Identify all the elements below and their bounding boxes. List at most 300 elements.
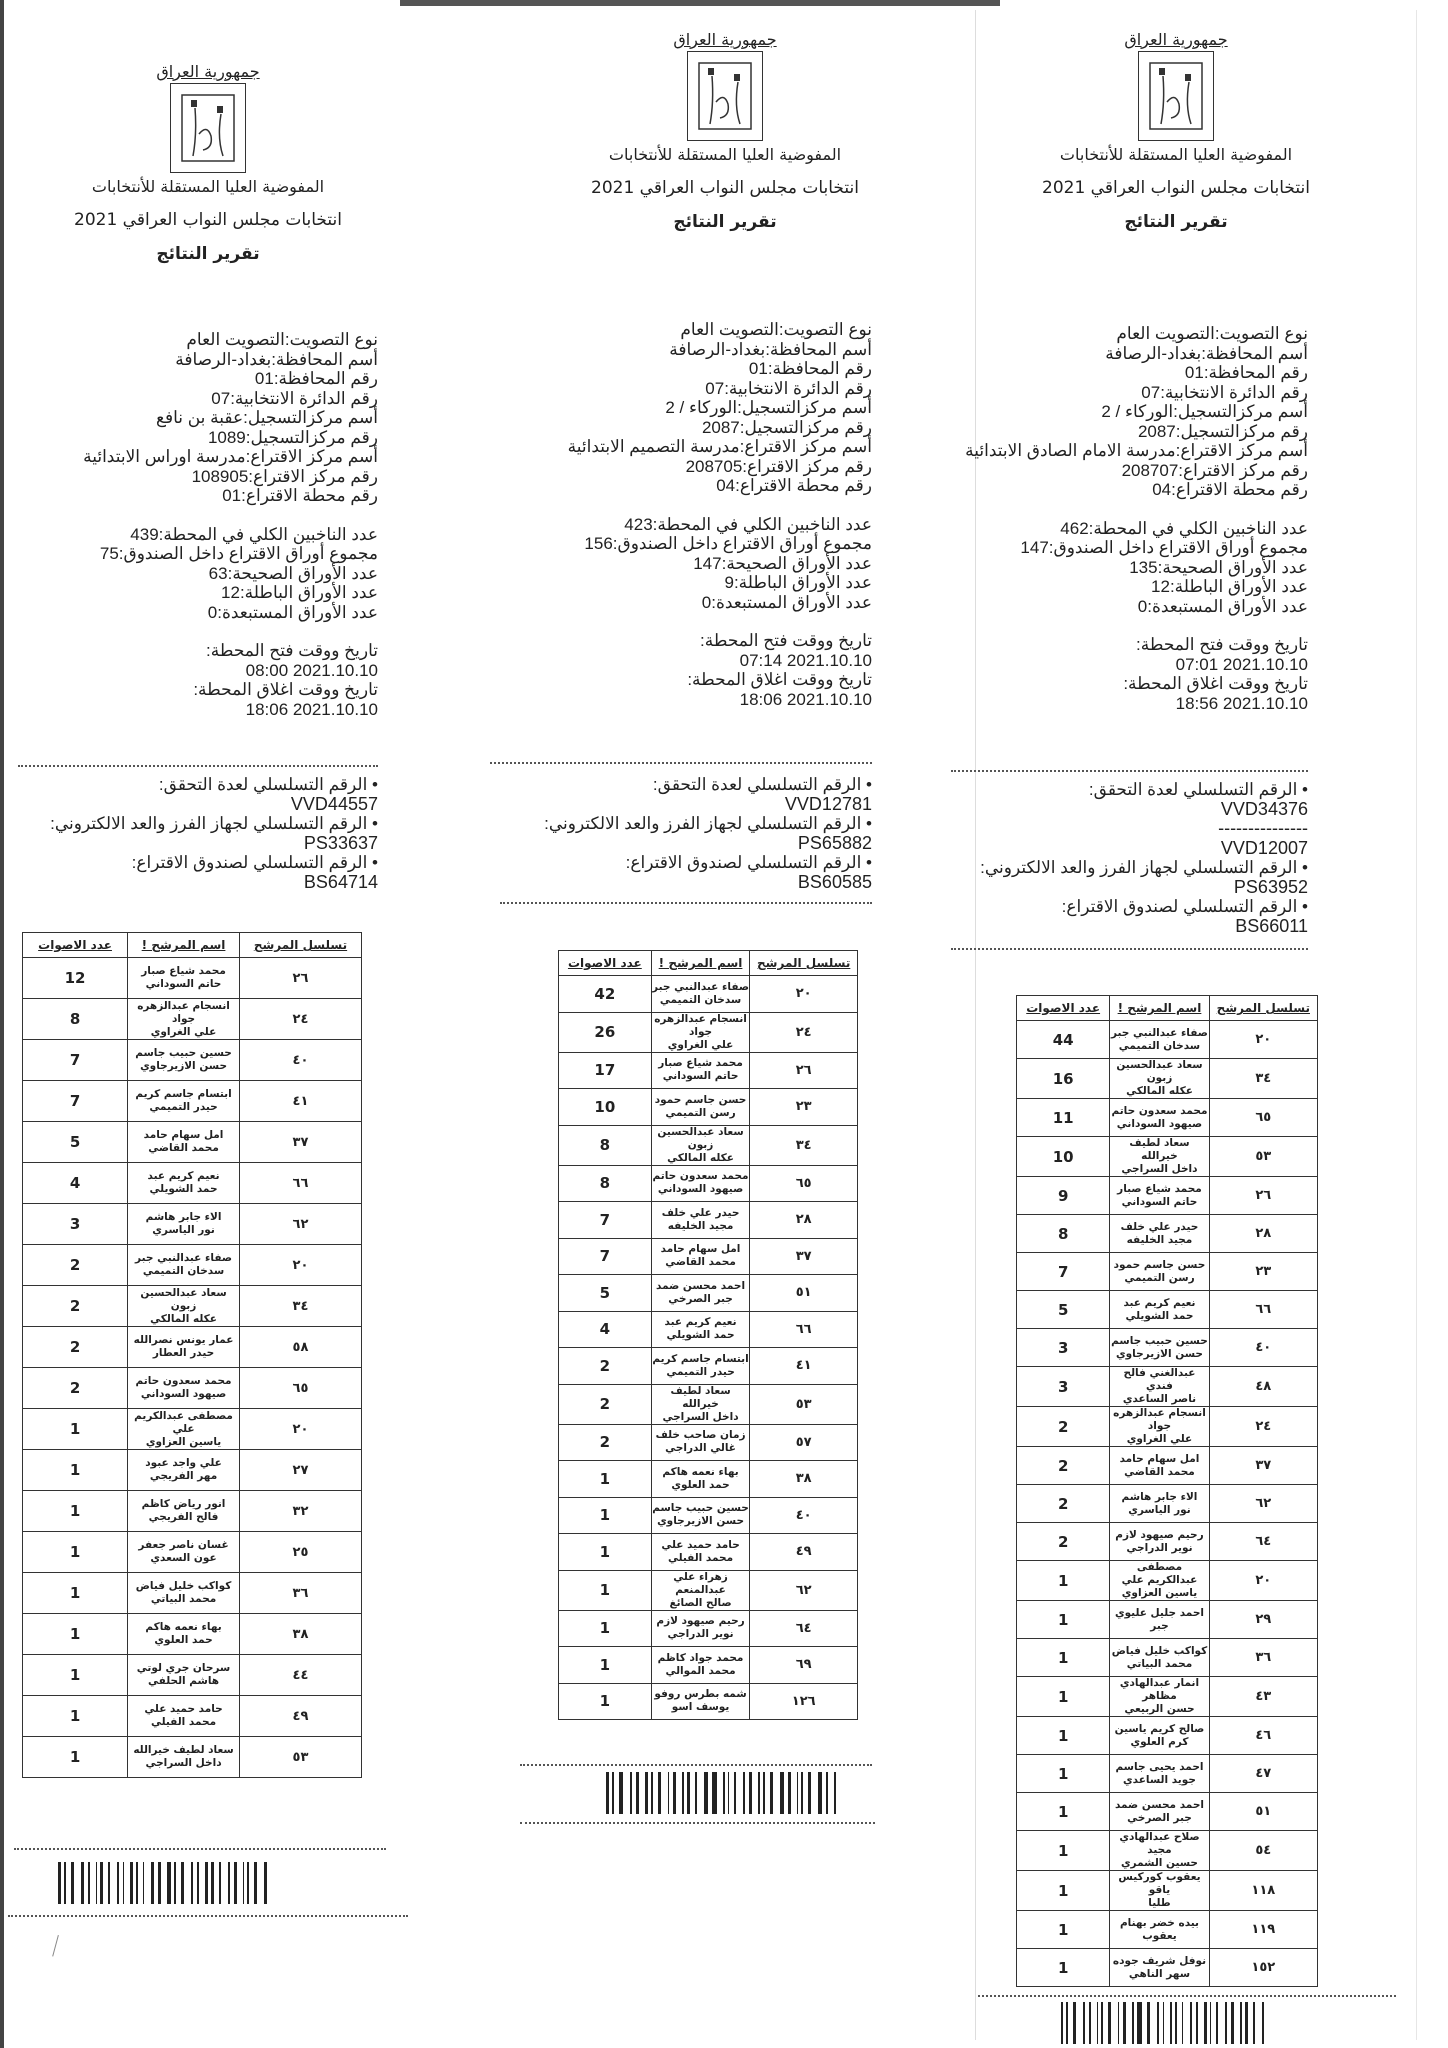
table-row	[559, 1497, 858, 1534]
header-seq: تسلسل المرشح	[1209, 996, 1317, 1021]
candidate-seq: ٣٦	[1209, 1639, 1317, 1677]
candidate-name: حسين حبيب جاسم حسن الازيرجاوي	[1110, 1329, 1209, 1367]
candidate-name: سعاد لطيف خيرالله داخل السراجي	[128, 1737, 240, 1778]
candidate-seq: ٦٦	[1209, 1291, 1317, 1329]
barcode-bar	[687, 1772, 690, 1814]
candidate-seq: ٢٣	[750, 1089, 858, 1126]
vote-count: 1	[23, 1409, 128, 1450]
vote-count: 7	[23, 1040, 128, 1081]
candidate-seq: ٤٣	[1209, 1677, 1317, 1717]
vote-count: 2	[559, 1384, 652, 1424]
candidate-seq: ٥٤	[1209, 1831, 1317, 1871]
report-title: تقرير النتائج	[673, 212, 777, 232]
barcode-bar	[668, 1772, 669, 1814]
vote-count: 8	[23, 999, 128, 1040]
candidate-name: حامد حميد علي محمد الفيلي	[128, 1696, 240, 1737]
barcode-bar	[191, 1862, 193, 1904]
open-time: 2021.10.10 07:01	[1175, 654, 1308, 674]
vote-count: 3	[1017, 1367, 1110, 1407]
results-table	[1016, 995, 1318, 1987]
vote-count: 10	[559, 1089, 652, 1126]
serial-divider: ---------------	[1218, 818, 1308, 838]
barcode-bar	[219, 1862, 221, 1904]
vote-count: 26	[559, 1012, 652, 1052]
barcode-bar	[1190, 2002, 1192, 2044]
barcode-bar	[1262, 2002, 1264, 2044]
stat-line: عدد الأوراق المستبعدة:0	[1137, 596, 1308, 616]
barcode-bar	[1225, 2002, 1227, 2044]
commission-name: المفوضية العليا المستقلة للأنتخابات	[91, 177, 325, 196]
candidate-name: امل سهام حامد محمد القاضي	[128, 1122, 240, 1163]
candidate-name: صفاء عبدالنبي جبر سدخان التميمي	[128, 1245, 240, 1286]
table-row	[559, 1384, 858, 1424]
table-row	[1017, 1059, 1318, 1099]
barcode-bar	[704, 1772, 708, 1814]
barcode-bar	[130, 1862, 133, 1904]
vote-count: 1	[559, 1647, 652, 1684]
serial-value: PS33637	[303, 832, 378, 853]
barcode-bar	[205, 1862, 208, 1904]
candidate-seq: ٤٠	[1209, 1329, 1317, 1367]
candidate-name: صلاح عبدالهادي مجيد حسين الشمري	[1110, 1831, 1209, 1871]
country-name: جمهورية العراق	[1124, 30, 1228, 49]
results-table	[22, 932, 362, 1778]
table-row	[1017, 1911, 1318, 1949]
table-row	[1017, 1021, 1318, 1059]
candidate-seq: ٢٣	[1209, 1253, 1317, 1291]
vote-count: 1	[1017, 1949, 1110, 1987]
table-row	[23, 1286, 362, 1327]
table-row	[559, 1610, 858, 1647]
candidate-name: زهراء علي عبدالمنعم صالح الصائغ	[651, 1570, 750, 1610]
info-line: رقم مركز الاقتراع:208707	[1121, 460, 1308, 480]
candidate-name: سعاد لطيف خيرالله داخل السراجي	[1110, 1137, 1209, 1177]
vote-count: 2	[1017, 1447, 1110, 1485]
info-line: أسم مركز الاقتراع:مدرسة التصميم الابتدائية	[567, 437, 872, 456]
candidate-seq: ٢٨	[1209, 1215, 1317, 1253]
barcode-bar	[834, 1772, 836, 1814]
candidate-seq: ٣٧	[1209, 1447, 1317, 1485]
barcode-bar	[151, 1862, 154, 1904]
barcode-bar	[788, 1772, 791, 1814]
info-line: أسم مركزالتسجيل:الوركاء / 2	[1101, 402, 1308, 421]
serial-numbers	[980, 780, 1308, 936]
vote-count: 1	[559, 1610, 652, 1647]
barcode-bar	[1137, 2002, 1142, 2044]
barcode-bar	[606, 1772, 609, 1814]
table-row	[1017, 1137, 1318, 1177]
candidate-seq: ٥١	[750, 1275, 858, 1312]
barcode-bar	[1182, 2002, 1183, 2044]
candidate-seq: ٣٤	[750, 1125, 858, 1165]
station-info	[568, 320, 872, 709]
barcode-bar	[264, 1862, 267, 1904]
barcode-bar	[612, 1772, 614, 1814]
candidate-name: انور رياض كاظم فالح الفريجي	[128, 1491, 240, 1532]
vote-count: 17	[559, 1052, 652, 1089]
candidate-seq: ٢٦	[750, 1052, 858, 1089]
info-line: أسم المحافظة:بغداد-الرصافة	[175, 349, 378, 369]
candidate-seq: ٦٥	[750, 1165, 858, 1202]
candidate-seq: ٤٤	[239, 1655, 361, 1696]
table-row	[23, 1081, 362, 1122]
barcode-bar	[1097, 2002, 1098, 2044]
vote-count: 7	[559, 1202, 652, 1239]
candidate-name: سعاد عبدالحسين زبون عكله المالكي	[128, 1286, 240, 1327]
dotted-separator	[8, 1915, 408, 1917]
table-row	[559, 1238, 858, 1275]
barcode-bar	[630, 1772, 632, 1814]
serial-value: PS63952	[1233, 876, 1308, 897]
table-row	[1017, 1717, 1318, 1755]
ihec-logo	[687, 51, 763, 141]
table-row	[559, 1311, 858, 1348]
candidate-name: محمد شياع صبار حاتم السوداني	[1110, 1177, 1209, 1215]
vote-count: 5	[23, 1122, 128, 1163]
barcode-bar	[651, 1772, 653, 1814]
vote-count: 2	[23, 1245, 128, 1286]
candidate-seq: ٥٧	[750, 1424, 858, 1461]
candidate-seq: ٢٥	[239, 1532, 361, 1573]
vote-count: 1	[559, 1497, 652, 1534]
vote-count: 8	[559, 1165, 652, 1202]
candidate-seq: ٢٤	[750, 1012, 858, 1052]
candidate-name: سرحان جري لوتي هاشم الحلفي	[128, 1655, 240, 1696]
info-line: رقم محطة الاقتراع:01	[222, 486, 378, 505]
open-label: تاريخ ووقت فتح المحطة:	[206, 641, 378, 660]
info-line: نوع التصويت:التصويت العام	[680, 320, 872, 339]
candidate-seq: ٢٦	[1209, 1177, 1317, 1215]
barcode-bar	[1108, 2002, 1111, 2044]
candidate-name: مصطفى عبدالكريم علي ياسين العزاوي	[128, 1409, 240, 1450]
barcode-bar	[808, 1772, 811, 1814]
table-row	[1017, 1485, 1318, 1523]
candidate-name: محمد سعدون حاتم صيهود السوداني	[651, 1165, 750, 1202]
vote-count: 8	[1017, 1215, 1110, 1253]
table-row	[559, 1052, 858, 1089]
table-row	[1017, 1367, 1318, 1407]
barcode-bar	[763, 1772, 765, 1814]
header-name: اسم المرشح !	[651, 951, 750, 976]
stat-line: عدد الأوراق المستبعدة:0	[701, 592, 872, 612]
serial-value: VVD12781	[784, 793, 872, 814]
barcode-bar	[1101, 2002, 1103, 2044]
table-row	[23, 1409, 362, 1450]
table-row	[1017, 1253, 1318, 1291]
table-row	[1017, 1831, 1318, 1871]
candidate-seq: ٤٠	[239, 1040, 361, 1081]
vote-count: 1	[23, 1614, 128, 1655]
candidate-seq: ٣٧	[750, 1238, 858, 1275]
header-seq: تسلسل المرشح	[750, 951, 858, 976]
barcode-bar	[1147, 2002, 1150, 2044]
table-row	[559, 1348, 858, 1385]
country-name: جمهورية العراق	[673, 30, 777, 49]
info-line: أسم مركزالتسجيل:الوركاء / 2	[665, 398, 872, 417]
table-row	[23, 1655, 362, 1696]
vote-count: 1	[1017, 1871, 1110, 1911]
vote-count: 1	[1017, 1755, 1110, 1793]
vote-count: 42	[559, 976, 652, 1013]
vote-count: 1	[1017, 1911, 1110, 1949]
vote-count: 1	[23, 1737, 128, 1778]
candidate-seq: ٣٤	[239, 1286, 361, 1327]
barcode	[58, 1862, 271, 1904]
candidate-seq: ٢٤	[1209, 1407, 1317, 1447]
barcode-bar	[749, 1772, 752, 1814]
candidate-seq: ٣٨	[750, 1461, 858, 1498]
station-info	[965, 324, 1308, 713]
info-line: أسم مركز الاقتراع:مدرسة اوراس الابتدائية	[83, 447, 378, 466]
vote-count: 2	[1017, 1407, 1110, 1447]
vote-count: 8	[559, 1125, 652, 1165]
table-row	[559, 1461, 858, 1498]
candidate-name: ابتسام جاسم كريم حيدر التميمي	[128, 1081, 240, 1122]
candidate-name: رحيم صيهود لازم نوير الدراجي	[1110, 1523, 1209, 1561]
table-row	[23, 1122, 362, 1163]
table-row	[23, 999, 362, 1040]
candidate-name: صفاء عبدالنبي جبر سدخان التميمي	[651, 976, 750, 1013]
stat-line: مجموع أوراق الاقتراع داخل الصندوق:147	[1020, 538, 1308, 557]
stat-line: مجموع أوراق الاقتراع داخل الصندوق:75	[99, 544, 378, 563]
vote-count: 1	[23, 1450, 128, 1491]
barcode-bar	[780, 1772, 784, 1814]
serial-numbers	[50, 775, 378, 892]
dotted-separator	[490, 762, 872, 764]
candidate-name: سعاد لطيف خيرالله داخل السراجي	[651, 1384, 750, 1424]
barcode	[606, 1772, 839, 1814]
serial-value: BS64714	[303, 871, 378, 892]
stat-line: عدد الأوراق الصحيحة:147	[693, 553, 872, 573]
table-row	[559, 1165, 858, 1202]
candidate-name: انسجام عبدالزهره جواد علي الغراوي	[651, 1012, 750, 1052]
candidate-seq: ١٢٦	[750, 1683, 858, 1720]
dotted-separator	[951, 770, 1308, 772]
dotted-separator	[18, 765, 378, 767]
barcode-bar	[1216, 2002, 1218, 2044]
scan-edge-left	[0, 0, 4, 2048]
open-label: تاريخ ووقت فتح المحطة:	[700, 631, 872, 650]
candidate-name: محمد جواد كاظم محمد الموالي	[651, 1647, 750, 1684]
info-line: رقم المحافظة:01	[254, 369, 378, 388]
table-row	[559, 1570, 858, 1610]
barcode-bar	[228, 1862, 230, 1904]
barcode-bar	[1245, 2002, 1248, 2044]
candidate-seq: ١٥٢	[1209, 1949, 1317, 1987]
barcode-bar	[682, 1772, 684, 1814]
candidate-seq: ٣٢	[239, 1491, 361, 1532]
info-line: رقم محطة الاقتراع:04	[1152, 480, 1308, 499]
table-row	[1017, 1793, 1318, 1831]
candidate-seq: ٣٨	[239, 1614, 361, 1655]
candidate-seq: ٢٧	[239, 1450, 361, 1491]
close-time: 2021.10.10 18:06	[245, 699, 378, 719]
stat-line: عدد الأوراق الباطلة:12	[1151, 577, 1308, 596]
table-row	[1017, 1291, 1318, 1329]
vote-count: 1	[1017, 1831, 1110, 1871]
barcode-bar	[1073, 2002, 1076, 2044]
close-time: 2021.10.10 18:56	[1175, 693, 1308, 713]
table-row	[1017, 1639, 1318, 1677]
candidate-seq: ٤١	[239, 1081, 361, 1122]
candidate-name: حيدر علي خلف مجيد الخليفه	[651, 1202, 750, 1239]
vote-count: 2	[1017, 1485, 1110, 1523]
table-row	[559, 1125, 858, 1165]
barcode-bar	[143, 1862, 144, 1904]
table-row	[23, 958, 362, 999]
candidate-seq: ١١٩	[1209, 1911, 1317, 1949]
commission-name: المفوضية العليا المستقلة للأنتخابات	[1059, 145, 1293, 164]
table-row	[1017, 1329, 1318, 1367]
candidate-seq: ٢٠	[750, 976, 858, 1013]
barcode-bar	[1083, 2002, 1085, 2044]
info-line: رقم مركزالتسجيل:2087	[701, 417, 872, 437]
results-table	[558, 950, 858, 1720]
candidate-name: احمد محسن ضمد جبر الصرخي	[651, 1275, 750, 1312]
pen-mark	[52, 1935, 61, 1957]
serial-numbers	[544, 775, 872, 892]
candidate-seq: ٤٠	[750, 1497, 858, 1534]
table-header-row	[559, 951, 858, 976]
vote-count: 2	[23, 1368, 128, 1409]
barcode-bar	[108, 1862, 110, 1904]
info-line: رقم الدائرة الانتخابية:07	[705, 378, 872, 398]
barcode-bar	[1066, 2002, 1068, 2044]
candidate-name: امل سهام حامد محمد القاضي	[1110, 1447, 1209, 1485]
vote-count: 1	[1017, 1717, 1110, 1755]
report-title: تقرير النتائج	[1124, 212, 1228, 232]
scan-edge-top	[400, 0, 1000, 6]
vote-count: 1	[1017, 1561, 1110, 1601]
table-row	[1017, 1099, 1318, 1137]
barcode-bar	[158, 1862, 161, 1904]
dotted-separator	[520, 1764, 872, 1766]
header-seq: تسلسل المرشح	[239, 933, 361, 958]
info-line: رقم محطة الاقتراع:04	[716, 476, 872, 495]
barcode-bar	[100, 1862, 103, 1904]
barcode-bar	[1132, 2002, 1134, 2044]
barcode-bar	[636, 1772, 639, 1814]
candidate-name: احمد محسن ضمد جبر الصرخي	[1110, 1793, 1209, 1831]
candidate-name: علي واجد عبود مهر الفريجي	[128, 1450, 240, 1491]
serial-label: • الرقم التسلسلي لعدة التحقق:	[1088, 780, 1308, 799]
candidate-name: كواكب خليل فياض محمد البياتي	[1110, 1639, 1209, 1677]
candidate-seq: ٥٣	[1209, 1137, 1317, 1177]
serial-value: VVD34376	[1220, 798, 1308, 819]
candidate-name: كواكب خليل فياض محمد البياتي	[128, 1573, 240, 1614]
table-row	[559, 1424, 858, 1461]
barcode-bar	[770, 1772, 773, 1814]
barcode-bar	[1240, 2002, 1242, 2044]
candidate-seq: ٤٦	[1209, 1717, 1317, 1755]
candidate-seq: ٥٣	[750, 1384, 858, 1424]
serial-value: VVD44557	[290, 793, 378, 814]
candidate-name: محمد سعدون حاتم صيهود السوداني	[128, 1368, 240, 1409]
vote-count: 1	[1017, 1601, 1110, 1639]
candidate-seq: ٦٥	[1209, 1099, 1317, 1137]
candidate-name: انسجام عبدالزهره جواد علي الغراوي	[128, 999, 240, 1040]
serial-value: BS60585	[797, 871, 872, 892]
table-row	[23, 1737, 362, 1778]
stat-line: عدد الناخبين الكلي في المحطة:462	[1060, 518, 1308, 538]
table-row	[1017, 1407, 1318, 1447]
candidate-seq: ٥٨	[239, 1327, 361, 1368]
table-row	[23, 1696, 362, 1737]
country-name: جمهورية العراق	[156, 62, 260, 81]
commission-name: المفوضية العليا المستقلة للأنتخابات	[608, 145, 842, 164]
table-row	[1017, 1755, 1318, 1793]
table-row	[559, 1089, 858, 1126]
candidate-name: سعاد عبدالحسين زبون عكله المالكي	[651, 1125, 750, 1165]
candidate-name: غسان ناصر جعفر عون السعدي	[128, 1532, 240, 1573]
info-line: رقم المحافظة:01	[748, 359, 872, 378]
serial-label: • الرقم التسلسلي لعدة التحقق:	[652, 775, 872, 794]
receipt-3	[965, 10, 1417, 2040]
candidate-seq: ٤٩	[750, 1534, 858, 1571]
vote-count: 1	[23, 1696, 128, 1737]
stat-line: عدد الأوراق الباطلة:12	[221, 583, 378, 602]
candidate-name: عمار يونس نصرالله حيدر العطار	[128, 1327, 240, 1368]
header-name: اسم المرشح !	[1110, 996, 1209, 1021]
vote-count: 2	[1017, 1523, 1110, 1561]
candidate-name: صفاء عبدالنبي جبر سدخان التميمي	[1110, 1021, 1209, 1059]
candidate-name: زمان صاحب خلف غالي الدراجي	[651, 1424, 750, 1461]
vote-count: 3	[1017, 1329, 1110, 1367]
table-row	[559, 1202, 858, 1239]
candidate-name: امل سهام حامد محمد القاضي	[651, 1238, 750, 1275]
vote-count: 1	[1017, 1793, 1110, 1831]
candidate-name: انمار عبدالهادي مظاهر حسن الربيعي	[1110, 1677, 1209, 1717]
table-row	[1017, 1561, 1318, 1601]
serial-label: • الرقم التسلسلي لصندوق الاقتراع:	[625, 853, 872, 872]
table-row	[23, 1450, 362, 1491]
table-row	[23, 1491, 362, 1532]
table-row	[559, 1534, 858, 1571]
barcode-bar	[81, 1862, 84, 1904]
candidate-name: احمد جليل عليوي جبر	[1110, 1601, 1209, 1639]
candidate-name: نعيم كريم عبد حمد الشويلي	[128, 1163, 240, 1204]
candidate-seq: ٢٠	[239, 1409, 361, 1450]
table-row	[1017, 1523, 1318, 1561]
candidate-name: انسجام عبدالزهره جواد علي الغراوي	[1110, 1407, 1209, 1447]
receipt-header	[8, 62, 408, 264]
vote-count: 1	[23, 1532, 128, 1573]
barcode-bar	[734, 1772, 736, 1814]
receipt-header	[490, 30, 960, 232]
candidate-seq: ١١٨	[1209, 1871, 1317, 1911]
info-line: أسم المحافظة:بغداد-الرصافة	[669, 339, 872, 359]
candidate-name: نعيم كريم عبد حمد الشويلي	[651, 1311, 750, 1348]
candidate-seq: ٤٨	[1209, 1367, 1317, 1407]
table-row	[23, 1040, 362, 1081]
barcode-bar	[234, 1862, 237, 1904]
barcode	[1061, 2002, 1268, 2044]
candidate-name: بهاء نعمه هاكم حمد العلوي	[651, 1461, 750, 1498]
candidate-seq: ٢٤	[239, 999, 361, 1040]
open-time: 2021.10.10 07:14	[739, 650, 872, 670]
candidate-seq: ٢٦	[239, 958, 361, 999]
vote-count: 12	[23, 958, 128, 999]
barcode-bar	[1210, 2002, 1211, 2044]
report-title: تقرير النتائج	[156, 244, 260, 264]
barcode-bar	[758, 1772, 760, 1814]
stat-line: عدد الأوراق الصحيحة:135	[1129, 557, 1308, 577]
vote-count: 9	[1017, 1177, 1110, 1215]
barcode-bar	[695, 1772, 697, 1814]
info-line: نوع التصويت:التصويت العام	[186, 330, 378, 349]
candidate-seq: ٤١	[750, 1348, 858, 1385]
vote-count: 1	[559, 1683, 652, 1720]
